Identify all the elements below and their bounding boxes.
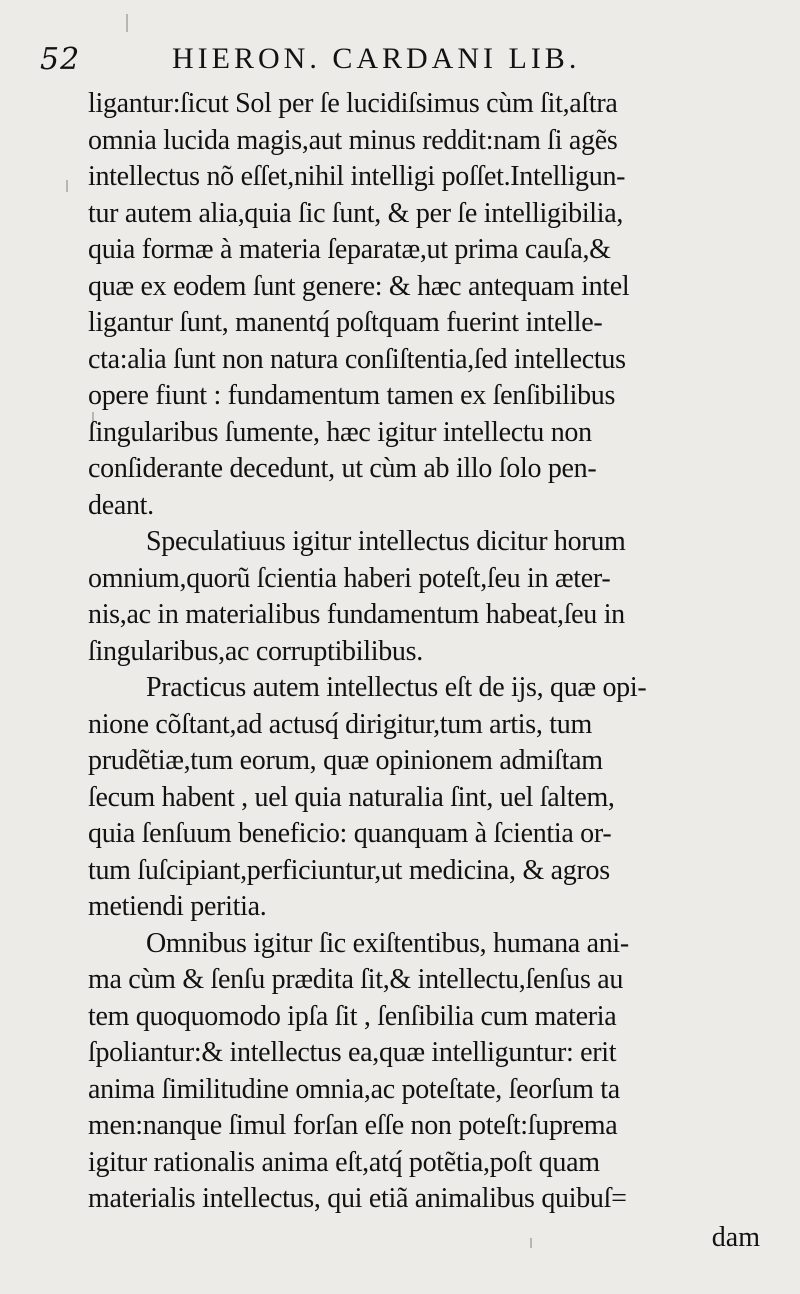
text-line: ſingularibus,ac corruptibilibus. [88,635,423,667]
text-line: deant. [88,489,154,521]
body-text [88,86,754,1218]
paper-speck [126,14,128,32]
text-line: opere fiunt : fundamentum tamen ex ſenſibilibus [88,380,616,411]
text-line: Practicus autem intellectus eſt de ijs, quæ opi- [146,672,647,703]
text-line: Omnibus igitur ſic exiſtentibus, humana ani- [146,927,629,959]
text-line: omnia lucida magis,aut minus reddit:nam ſi agẽs [88,124,618,156]
text-line: tur autem alia,quia ſic ſunt, & per ſe intelligibilia, [88,197,624,229]
text-line: anima ſimilitudine omnia,ac poteſtate, ſeorſum ta [88,1073,620,1105]
text-line: cta:alia ſunt non natura conſiſtentia,ſed intellectus [88,343,626,375]
text-line: tum ſuſcipiant,perficiuntur,ut medicina, & agros [88,854,610,886]
text-line: ligantur ſunt, manentq́ poſtquam fuerint intelle- [88,307,603,338]
text-line: intellectus nõ eſſet,nihil intelligi poſſet.Intelligun- [88,161,626,192]
running-head: HIERON. CARDANI LIB. [172,42,581,75]
paper-speck [66,180,68,192]
text-line: quia ſenſuum beneficio: quanquam à ſcientia or- [88,818,612,849]
text-line: igitur rationalis anima eſt,atq́ potẽtia,poſt quam [88,1146,600,1178]
text-line: quæ ex eodem ſunt genere: & hæc antequam intel [88,270,630,302]
text-line: nione cõſtant,ad actusq́ dirigitur,tum artis, tum [88,708,592,740]
text-line: nis,ac in materialibus fundamentum habeat,ſeu in [88,599,625,630]
text-line: ſpoliantur:& intellectus ea,quæ intelliguntur: erit [88,1037,617,1068]
text-line: ma cùm & ſenſu prædita ſit,& intellectu,ſenſus au [88,964,624,995]
text-line: men:nanque ſimul forſan eſſe non poteſt:ſuprema [88,1110,618,1141]
page-number: 52 [40,42,81,77]
text-line: omnium,quorũ ſcientia haberi poteſt,ſeu in æter- [88,562,611,594]
text-line: ligantur:ſicut Sol per ſe lucidiſsimus cùm ſit,aſtra [88,88,618,119]
text-line: Speculatiuus igitur intellectus dicitur horum [146,526,626,557]
paper-speck [530,1238,532,1248]
text-line: conſiderante decedunt, ut cùm ab illo ſolo pen- [88,453,597,484]
text-line: quia formæ à materia ſeparatæ,ut prima cauſa,& [88,234,611,265]
text-line: ſecum habent , uel quia naturalia ſint, uel ſaltem, [88,781,615,813]
text-line: materialis intellectus, qui etiã animalibus quibuſ= [88,1183,627,1214]
page-header [40,42,760,82]
text-line: prudẽtiæ,tum eorum, quæ opinionem admiſtam [88,745,603,776]
text-line: ſingularibus ſumente, hæc igitur intellectu non [88,416,592,448]
text-line: metiendi peritia. [88,891,267,922]
catchword: dam [711,1222,760,1253]
text-line: tem quoquomodo ipſa ſit , ſenſibilia cum materia [88,1000,617,1032]
